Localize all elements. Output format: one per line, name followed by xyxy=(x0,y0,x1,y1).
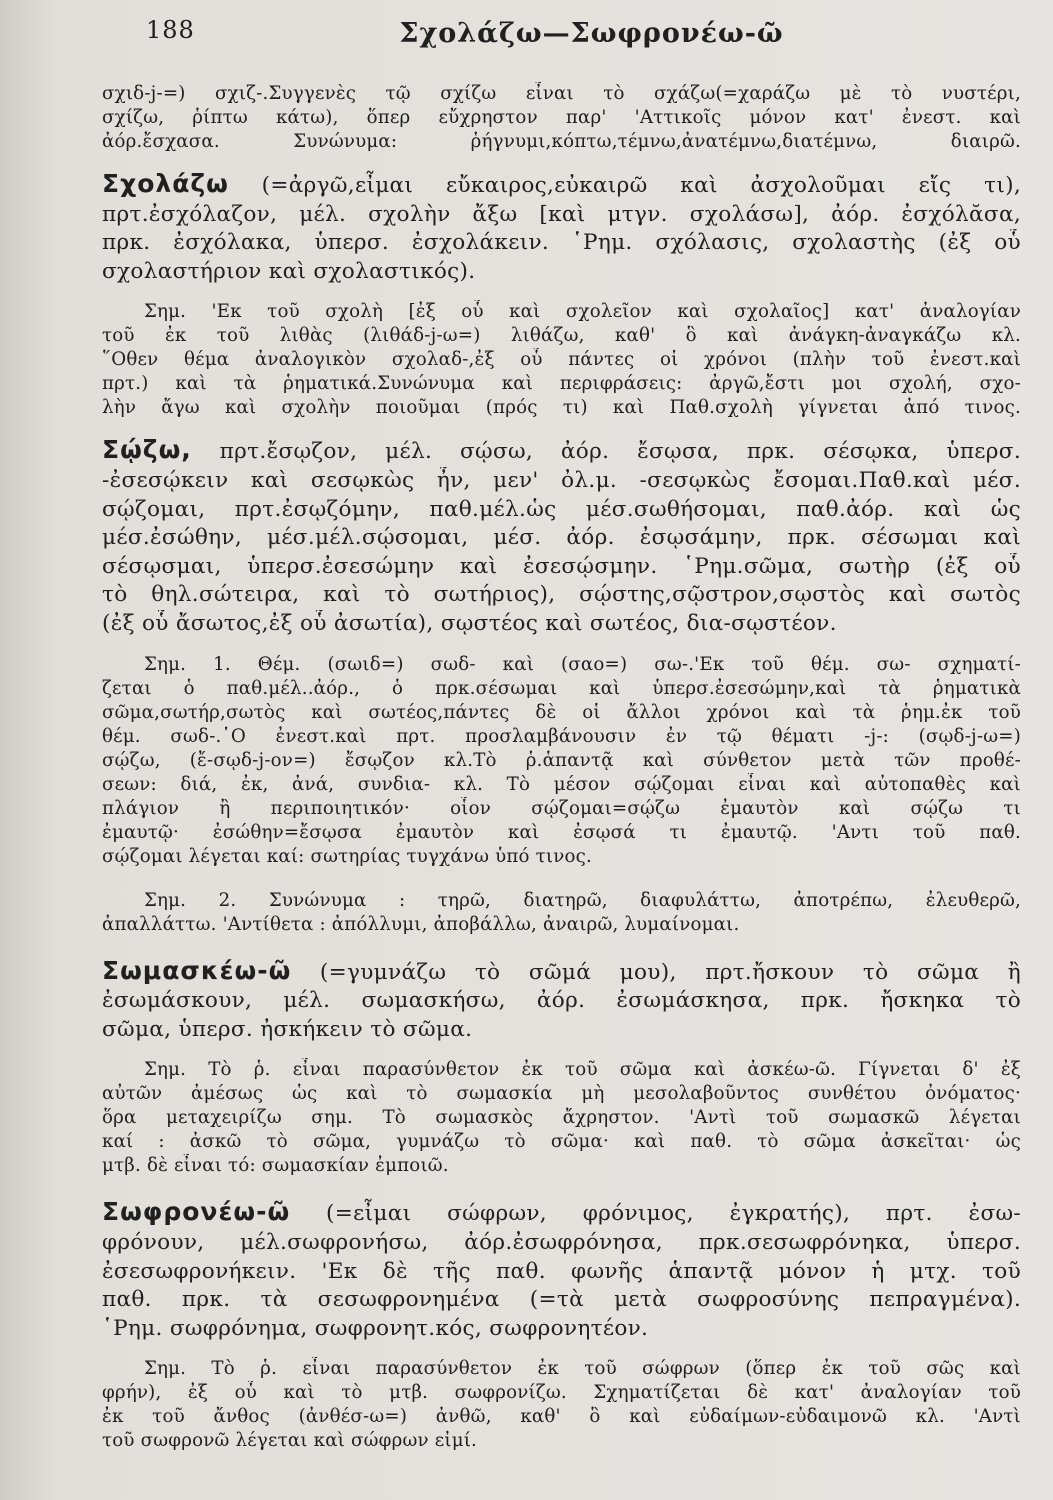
entry-first-line xyxy=(102,436,1021,467)
text-line: Σημ. 2. Συνώνυμα : τηρῶ, διατηρῶ, διαφυλάττω, ἀποτρέπω, ἐλευθερῶ, xyxy=(144,889,1021,911)
text-line: σχίζω, ῥίπτω κάτω), ὅπερ εὔχρηστον παρ' 'Αττικοῖς μόνον κατ' ἐνεστ. καὶ xyxy=(102,107,1021,128)
text-line: σῶμα,σωτήρ,σωτὸς καὶ σωτέος,πάντες δὲ οἱ ἄλλοι χρόνοι καὶ τὰ ῥημ.ἐκ τοῦ xyxy=(102,701,1021,723)
text-line: -ἐσεσῴκειν καὶ σεσῳκὼς ἦν, μεν' ὀλ.μ. -σεσῳκὼς ἔσομαι.Παθ.καὶ μέσ. xyxy=(102,467,1021,493)
text-line: λὴν ἄγω καὶ σχολὴν ποιοῦμαι (πρός τι) καὶ Παθ.σχολὴ γίγνεται ἀπό τινος. xyxy=(102,397,1021,419)
page-header xyxy=(102,16,1021,56)
text-line: σῴζομαι λέγεται καί: σωτηρίας τυγχάνω ὑπό τινος. xyxy=(102,845,592,867)
paragraph-intro xyxy=(102,82,1021,154)
text-line: μτβ. δὲ εἶναι τό: σωμασκίαν ἐμποιῶ. xyxy=(102,1155,449,1177)
entry-sozo xyxy=(102,436,1021,638)
text-line: Σημ. Τὸ ῥ. εἶναι παρασύνθετον ἐκ τοῦ σῶμα καὶ ἀσκέω-ῶ. Γίγνεται δ' ἐξ xyxy=(144,1059,1021,1081)
note-sophroneo xyxy=(102,1357,1021,1453)
text-line: τοῦ ἐκ τοῦ λιθὰς (λιθάδ-j-ω=) λιθάζω, καθ' ὃ καὶ ἀνάγκη-ἀναγκάζω κλ. xyxy=(102,325,1021,347)
running-head: Σχολάζω—Σωφρονέω-ῶ xyxy=(399,18,784,49)
text-line: μέσ.ἐσώθην, μέσ.μέλ.σῴσομαι, μέσ. ἀόρ. ἐσῳσάμην, πρκ. σέσωμαι καὶ xyxy=(102,525,1021,551)
text-line: πρτ.) καὶ τὰ ῥηματικά.Συνώνυμα καὶ περιφράσεις: ἀργῶ,ἔστι μοι σχολή, σχο- xyxy=(102,373,1021,395)
text-line: τοῦ σωφρονῶ λέγεται καὶ σώφρων εἰμί. xyxy=(102,1430,478,1452)
text-line: σῶμα, ὑπερσ. ἠσκήκειν τὸ σῶμα. xyxy=(102,1016,473,1042)
text-line: σῴζομαι, πρτ.ἐσῳζόμην, παθ.μέλ.ὡς μέσ.σωθήσομαι, παθ.ἀόρ. καὶ ὡς xyxy=(102,496,1021,522)
text-line: πρκ. ἐσχόλακα, ὑπερσ. ἐσχολάκειν. ῾Ρημ. σχόλασις, σχολαστὴς (ἐξ οὗ xyxy=(102,230,1021,256)
text-line: αὐτῶν ἀμέσως ὡς καὶ τὸ σωμασκία μὴ μεσολαβοῦντος συνθέτου ὀνόματος· xyxy=(102,1083,1021,1105)
note-sozo-2 xyxy=(102,889,1021,937)
text-segment: (=εἶμαι σώφρων, φρόνιμος, ἐγκρατής), πρτ. ἐσω- xyxy=(290,1201,1021,1227)
entry-somaskeo xyxy=(102,957,1021,1045)
text-line: Σημ. 1. Θέμ. (σωιδ=) σωδ- καὶ (σαο=) σω-.'Εκ τοῦ θέμ. σω- σχηματί- xyxy=(144,653,1021,675)
text-line: ἀπαλλάττω. 'Αντίθετα : ἀπόλλυμι, ἀποβάλλω, ἀναιρῶ, λυμαίνομαι. xyxy=(102,913,740,935)
text-line: ἀόρ.ἔσχασα. Συνώνυμα: ῥήγνυμι,κόπτω,τέμνω,ἀνατέμνω,διατέμνω, διαιρῶ. xyxy=(102,131,1021,152)
entry-first-line xyxy=(102,957,1021,988)
text-line: Σημ. Τὸ ῥ. εἶναι παρασύνθετον ἐκ τοῦ σώφρων (ὅπερ ἐκ τοῦ σῶς καὶ xyxy=(144,1358,1021,1380)
text-line: ἐκ τοῦ ἄνθος (ἀνθέσ-ω=) ἀνθῶ, καθ' ὃ καὶ εὐδαίμων-εὐδαιμονῶ κλ. 'Αντὶ xyxy=(102,1406,1021,1428)
text-line: σεων: διά, ἐκ, ἀνά, συνδια- κλ. Τὸ μέσον σῴζομαι εἶναι καὶ αὐτοπαθὲς καὶ xyxy=(102,773,1021,795)
text-line: ἐμαυτῷ· ἐσώθην=ἔσῳσα ἐμαυτὸν καὶ ἐσῳσά τι ἐμαυτῷ. 'Αντι τοῦ παθ. xyxy=(102,821,1021,843)
text-line: πλάγιον ἢ περιποιητικόν· οἷον σῴζομαι=σῴζω ἐμαυτὸν καὶ σῴζω τι xyxy=(102,797,1021,819)
entry-lemma: Σῴζω, xyxy=(102,436,192,465)
text-segment: (=γυμνάζω τὸ σῶμά μου), πρτ.ἤσκουν τὸ σῶμα ἢ xyxy=(291,959,1021,985)
note-somaskeo xyxy=(102,1058,1021,1178)
text-line: σχιδ-j-=) σχιζ-.Συγγενὲς τῷ σχίζω εἶναι τὸ σχάζω(=χαράζω μὲ τὸ νυστέρι, xyxy=(102,83,1021,104)
entry-lemma: Σωφρονέω-ῶ xyxy=(102,1198,291,1227)
text-line: θέμ. σωδ-.῾Ο ἐνεστ.καὶ πρτ. προσλαμβάνουσιν ἐν τῷ θέματι -j-: (σῳδ-j-ω=) xyxy=(102,725,1021,747)
text-line: φρήν), ἐξ οὗ καὶ τὸ μτβ. σωφρονίζω. Σχηματίζεται δὲ κατ' ἀναλογίαν τοῦ xyxy=(102,1382,1021,1404)
note-sozo-1 xyxy=(102,653,1021,869)
text-line: (ἐξ οὗ ἄσωτος,ἐξ οὗ ἀσωτία), σῳστέος καὶ σωτέος, δια-σῳστέον. xyxy=(102,610,837,636)
text-segment: πρτ.ἔσῳζον, μέλ. σῴσω, ἀόρ. ἔσῳσα, πρκ. σέσῳκα, ὑπερσ. xyxy=(191,439,1021,465)
text-line: ὅρα μεταχειρίζω σημ. Τὸ σωμασκὸς ἄχρηστον. 'Αντὶ τοῦ σωμασκῶ λέγεται xyxy=(102,1107,1021,1129)
note-scholazo xyxy=(102,300,1021,420)
text-line: Σημ. 'Εκ τοῦ σχολὴ [ἐξ οὗ καὶ σχολεῖον καὶ σχολαῖος] κατ' ἀναλογίαν xyxy=(144,301,1021,323)
entry-first-line xyxy=(102,1198,1021,1229)
text-line: ἐσεσωφρονήκειν. 'Εκ δὲ τῆς παθ. φωνῆς ἁπαντᾷ μόνον ἡ μτχ. τοῦ xyxy=(102,1258,1021,1284)
text-line: ῾Ρημ. σωφρόνημα, σωφρονητ.κός, σωφρονητέον. xyxy=(102,1315,649,1341)
text-line: σχολαστήριον καὶ σχολαστικός). xyxy=(102,258,476,284)
entry-scholazo xyxy=(102,170,1021,286)
text-line: σῴζω, (ἔ-σῳδ-j-ον=) ἔσῳζον κλ.Τὸ ῥ.ἁπαντᾷ καὶ σύνθετον μετὰ τῶν προθέ- xyxy=(102,749,1021,771)
text-line: σέσῳσμαι, ὑπερσ.ἐσεσώμην καὶ ἐσεσῴσμην. ῾Ρημ.σῶμα, σωτὴρ (ἐξ οὗ xyxy=(102,553,1021,579)
text-line: ζεται ὁ παθ.μέλ..ἀόρ., ὁ πρκ.σέσωμαι καὶ ὑπερσ.ἐσεσώμην,καὶ τὰ ῥηματικὰ xyxy=(102,677,1021,699)
text-line: φρόνουν, μέλ.σωφρονήσω, ἀόρ.ἐσωφρόνησα, πρκ.σεσωφρόνηκα, ὑπερσ. xyxy=(102,1229,1021,1255)
text-line: καί : ἀσκῶ τὸ σῶμα, γυμνάζω τὸ σῶμα· καὶ παθ. τὸ σῶμα ἀσκεῖται· ὡς xyxy=(102,1131,1021,1153)
text-line: ῞Οθεν θέμα ἀναλογικὸν σχολαδ-,ἐξ οὗ πάντες οἱ χρόνοι (πλὴν τοῦ ἐνεστ.καὶ xyxy=(102,349,1021,371)
page-number: 188 xyxy=(146,16,195,44)
entry-lemma: Σχολάζω xyxy=(102,170,229,198)
text-line: ἐσωμάσκουν, μέλ. σωμασκήσω, ἀόρ. ἐσωμάσκησα, πρκ. ἤσκηκα τὸ xyxy=(102,988,1021,1014)
entry-lemma: Σωμασκέω-ῶ xyxy=(102,956,292,985)
text-line: παθ. πρκ. τὰ σεσωφρονημένα (=τὰ μετὰ σωφροσύνης πεπραγμένα). xyxy=(102,1287,1021,1313)
entry-first-line xyxy=(102,170,1021,201)
text-line: τὸ θηλ.σώτειρα, καὶ τὸ σωτήριος), σῴστης,σῷστρον,σῳστὸς καὶ σωτὸς xyxy=(102,582,1021,608)
text-line: πρτ.ἐσχόλαζον, μέλ. σχολὴν ἄξω [καὶ μτγν. σχολάσω], ἀόρ. ἐσχόλᾰσα, xyxy=(102,201,1021,227)
text-segment: (=ἀργῶ,εἶμαι εὔκαιρος,εὐκαιρῶ καὶ ἀσχολοῦμαι εἴς τι), xyxy=(228,173,1021,198)
entry-sophroneo xyxy=(102,1198,1021,1343)
